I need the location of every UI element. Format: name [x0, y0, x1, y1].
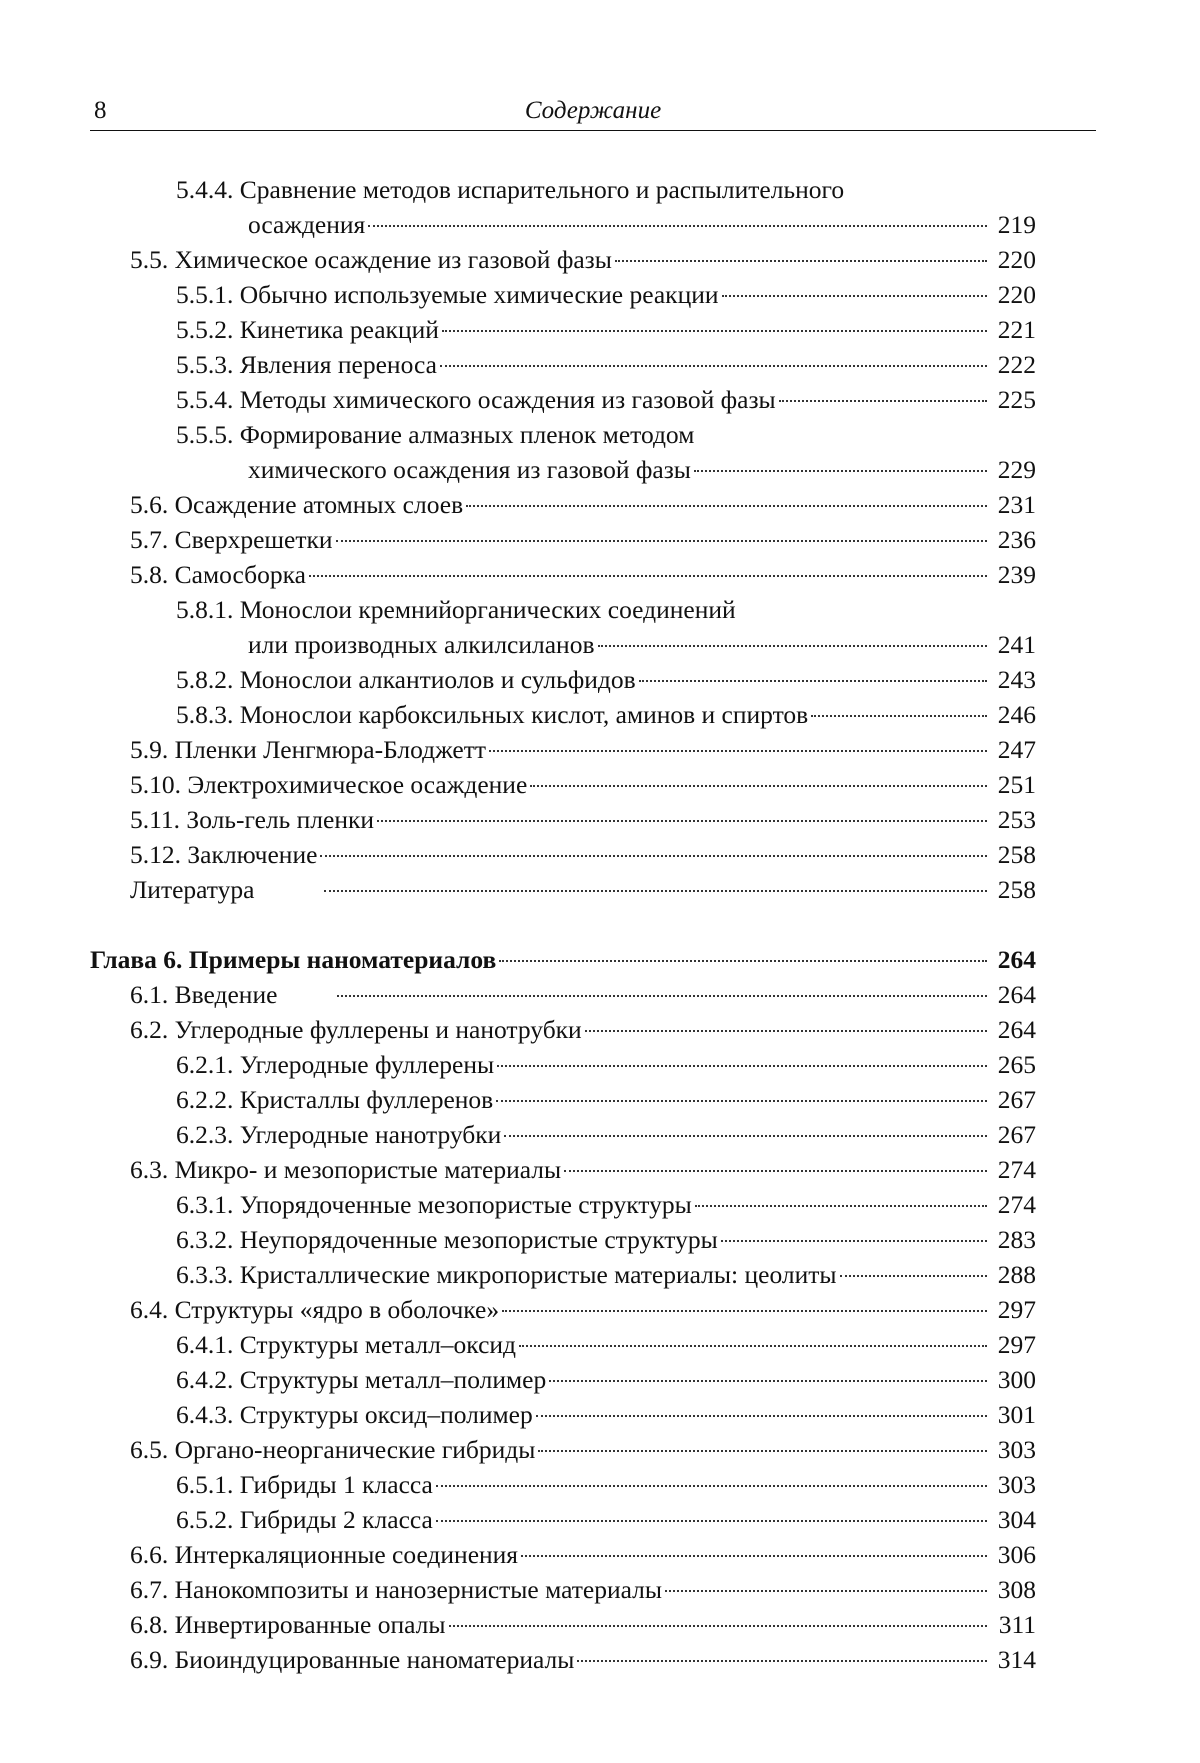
toc-page: 308 [997, 1575, 1036, 1604]
toc-page: 221 [997, 315, 1036, 344]
toc-label: 6.7. Нанокомпозиты и нанозернистые материалы [130, 1575, 663, 1604]
running-title: Содержание [524, 97, 662, 124]
toc-page: 246 [997, 700, 1036, 729]
dot-leader [320, 855, 987, 857]
toc-label: 6.4.1. Структуры металл–оксид [176, 1330, 517, 1359]
toc-entry-5-8-3 [90, 697, 1080, 732]
toc-page: 314 [997, 1645, 1036, 1674]
dot-leader [536, 1415, 987, 1417]
dot-leader [336, 540, 987, 542]
toc-label: Глава 6. Примеры наноматериалов [90, 945, 497, 974]
toc-page: 274 [997, 1155, 1036, 1184]
toc-page: 300 [997, 1365, 1036, 1394]
toc-entry-5-5-4 [90, 382, 1080, 417]
toc-label: Литература [130, 875, 255, 904]
toc-label: 6.1. Введение [130, 980, 278, 1009]
dot-leader [538, 1450, 987, 1452]
dot-leader [436, 1520, 987, 1522]
toc-entry-6-2-1 [90, 1047, 1080, 1082]
toc-entry-5-5 [90, 242, 1080, 277]
toc-label: 6.2.3. Углеродные нанотрубки [176, 1120, 502, 1149]
toc-label: 5.8. Самосборка [130, 560, 306, 589]
dot-leader [615, 260, 987, 262]
toc-entry-5-9 [90, 732, 1080, 767]
toc-entry-6-1 [90, 977, 1080, 1012]
toc-label: 6.2.1. Углеродные фуллерены [176, 1050, 495, 1079]
toc-page: 251 [997, 770, 1036, 799]
toc-label: 6.2.2. Кристаллы фуллеренов [176, 1085, 494, 1114]
dot-leader [499, 960, 987, 962]
dot-leader [504, 1135, 987, 1137]
toc-page: 264 [997, 980, 1036, 1009]
toc-page: 303 [997, 1470, 1036, 1499]
toc-entry-5-6 [90, 487, 1080, 522]
dot-leader [721, 1240, 987, 1242]
toc-page: 219 [997, 210, 1036, 239]
toc-entry-5-5-3 [90, 347, 1080, 382]
toc-entry-6-3-3 [90, 1257, 1080, 1292]
dot-leader [368, 225, 987, 227]
toc-entry-5-10 [90, 767, 1080, 802]
dot-leader [811, 715, 987, 717]
toc-label: 6.3.3. Кристаллические микропористые материалы: цеолиты [176, 1260, 837, 1289]
toc-page: 229 [997, 455, 1036, 484]
toc-label: 5.4.4. Сравнение методов испарительного и распылительного [176, 175, 845, 204]
dot-leader [585, 1030, 987, 1032]
toc-entry-6-4-1 [90, 1327, 1080, 1362]
toc-label: 5.5.1. Обычно используемые химические реакции [176, 280, 719, 309]
dot-leader [309, 575, 987, 577]
dot-leader [377, 820, 987, 822]
toc-label: 5.6. Осаждение атомных слоев [130, 490, 464, 519]
toc-label: 6.3. Микро- и мезопористые материалы [130, 1155, 562, 1184]
toc-page: 222 [997, 350, 1036, 379]
toc-page: 241 [997, 630, 1036, 659]
dot-leader [489, 750, 987, 752]
dot-leader [449, 1625, 987, 1627]
toc-entry-6-6 [90, 1537, 1080, 1572]
toc-page: 258 [997, 840, 1036, 869]
toc-page: 264 [997, 1015, 1036, 1044]
dot-leader [665, 1590, 987, 1592]
toc-page: 288 [997, 1260, 1036, 1289]
toc-label: 6.4.2. Структуры металл–полимер [176, 1365, 547, 1394]
page-number: 8 [94, 97, 107, 124]
toc-entry-5-8-2 [90, 662, 1080, 697]
toc-label: 5.5.5. Формирование алмазных пленок методом [176, 420, 695, 449]
toc-entry-6-4-2 [90, 1362, 1080, 1397]
toc-entry-6-5-2 [90, 1502, 1080, 1537]
toc-label: 5.8.2. Монослои алкантиолов и сульфидов [176, 665, 636, 694]
toc-label: 5.9. Пленки Ленгмюра-Блоджетт [130, 735, 487, 764]
dot-leader [694, 470, 987, 472]
toc-label: 6.2. Углеродные фуллерены и нанотрубки [130, 1015, 582, 1044]
toc-entry-6-4-3 [90, 1397, 1080, 1432]
toc-page: 303 [997, 1435, 1036, 1464]
toc-label: 6.8. Инвертированные опалы [130, 1610, 446, 1639]
toc-label: 5.5.2. Кинетика реакций [176, 315, 439, 344]
dot-leader [496, 1100, 987, 1102]
toc-entry-6-3 [90, 1152, 1080, 1187]
toc-label: 5.8.1. Монослои кремнийорганических соединений [176, 595, 736, 624]
dot-leader [440, 365, 987, 367]
toc-entry-5-7 [90, 522, 1080, 557]
toc-page: 301 [997, 1400, 1036, 1429]
dot-leader [519, 1345, 987, 1347]
toc-page: 264 [997, 945, 1036, 974]
toc-page: 297 [997, 1330, 1036, 1359]
toc-page: 306 [997, 1540, 1036, 1569]
toc-entry-6-5-1 [90, 1467, 1080, 1502]
toc-page: 239 [997, 560, 1036, 589]
toc-label: 6.9. Биоиндуцированные наноматериалы [130, 1645, 575, 1674]
toc-entry-6-3-1 [90, 1187, 1080, 1222]
toc-page: 283 [997, 1225, 1036, 1254]
toc-entry-5-5-5 [90, 417, 1080, 452]
dot-leader [442, 330, 987, 332]
toc-label: 6.5. Органо-неорганические гибриды [130, 1435, 536, 1464]
dot-leader [549, 1380, 987, 1382]
toc-page: 220 [997, 245, 1036, 274]
toc-page: 304 [997, 1505, 1036, 1534]
toc-entry-5-4-4 [90, 172, 1080, 207]
toc-page: 220 [997, 280, 1036, 309]
toc-label: или производных алкилсиланов [248, 630, 595, 659]
toc-page: 258 [997, 875, 1036, 904]
toc-label: 6.3.1. Упорядоченные мезопористые структуры [176, 1190, 692, 1219]
dot-leader [530, 785, 987, 787]
toc-entry-5-5-2 [90, 312, 1080, 347]
toc-page: 253 [997, 805, 1036, 834]
toc-label: 5.5.3. Явления переноса [176, 350, 437, 379]
toc-label: 6.4.3. Структуры оксид–полимер [176, 1400, 533, 1429]
toc-page: 247 [997, 735, 1036, 764]
section-gap [90, 907, 1080, 942]
dot-leader [521, 1555, 987, 1557]
toc-label: 5.12. Заключение [130, 840, 318, 869]
toc-entry-5-5-5-cont [90, 452, 1080, 487]
toc-label: осаждения [248, 210, 366, 239]
toc-entry-chapter-6 [90, 942, 1080, 977]
dot-leader [722, 295, 987, 297]
toc-page: 311 [998, 1610, 1036, 1639]
toc-entry-6-4 [90, 1292, 1080, 1327]
toc-label: 5.10. Электрохимическое осаждение [130, 770, 528, 799]
toc-entry-6-3-2 [90, 1222, 1080, 1257]
toc-label: 6.5.1. Гибриды 1 класса [176, 1470, 433, 1499]
toc-entry-5-5-1 [90, 277, 1080, 312]
toc-entry-6-9 [90, 1642, 1080, 1677]
toc-page: 274 [997, 1190, 1036, 1219]
toc-page: 267 [997, 1120, 1036, 1149]
dot-leader [564, 1170, 987, 1172]
dot-leader [324, 890, 987, 892]
toc-entry-5-8-1-cont [90, 627, 1080, 662]
toc-entry-5-8-1 [90, 592, 1080, 627]
toc-entry-6-8 [90, 1607, 1080, 1642]
toc-label: 5.7. Сверхрешетки [130, 525, 333, 554]
toc-entry-literature [90, 872, 1080, 907]
dot-leader [337, 995, 987, 997]
toc-entry-6-2-2 [90, 1082, 1080, 1117]
toc-entry-6-5 [90, 1432, 1080, 1467]
toc-page: 267 [997, 1085, 1036, 1114]
dot-leader [639, 680, 987, 682]
toc-page: 265 [997, 1050, 1036, 1079]
toc-label: 5.5. Химическое осаждение из газовой фазы [130, 245, 612, 274]
toc-entry-6-2 [90, 1012, 1080, 1047]
toc-entry-6-2-3 [90, 1117, 1080, 1152]
dot-leader [502, 1310, 987, 1312]
toc-label: 6.5.2. Гибриды 2 класса [176, 1505, 433, 1534]
toc-page: 225 [997, 385, 1036, 414]
page-header [90, 96, 1096, 132]
toc-entry-6-7 [90, 1572, 1080, 1607]
dot-leader [466, 505, 987, 507]
toc-entry-5-4-4-cont [90, 207, 1080, 242]
dot-leader [497, 1065, 987, 1067]
toc-page: 297 [997, 1295, 1036, 1324]
toc-page: 236 [997, 525, 1036, 554]
dot-leader [436, 1485, 987, 1487]
toc-label: химического осаждения из газовой фазы [248, 455, 691, 484]
toc-page: 231 [997, 490, 1036, 519]
toc-entry-5-11 [90, 802, 1080, 837]
toc-label: 5.11. Золь-гель пленки [130, 805, 375, 834]
toc-entry-5-8 [90, 557, 1080, 592]
toc-entry-5-12 [90, 837, 1080, 872]
dot-leader [840, 1275, 987, 1277]
toc-label: 6.3.2. Неупорядоченные мезопористые структуры [176, 1225, 718, 1254]
dot-leader [695, 1205, 987, 1207]
dot-leader [598, 645, 988, 647]
toc-label: 6.4. Структуры «ядро в оболочке» [130, 1295, 500, 1324]
dot-leader [577, 1660, 987, 1662]
toc-page: 243 [997, 665, 1036, 694]
dot-leader [779, 400, 987, 402]
toc-label: 5.8.3. Монослои карбоксильных кислот, аминов и спиртов [176, 700, 809, 729]
toc-label: 5.5.4. Методы химического осаждения из газовой фазы [176, 385, 776, 414]
toc-label: 6.6. Интеркаляционные соединения [130, 1540, 519, 1569]
table-of-contents [90, 172, 1080, 1677]
header-rule [90, 130, 1096, 131]
